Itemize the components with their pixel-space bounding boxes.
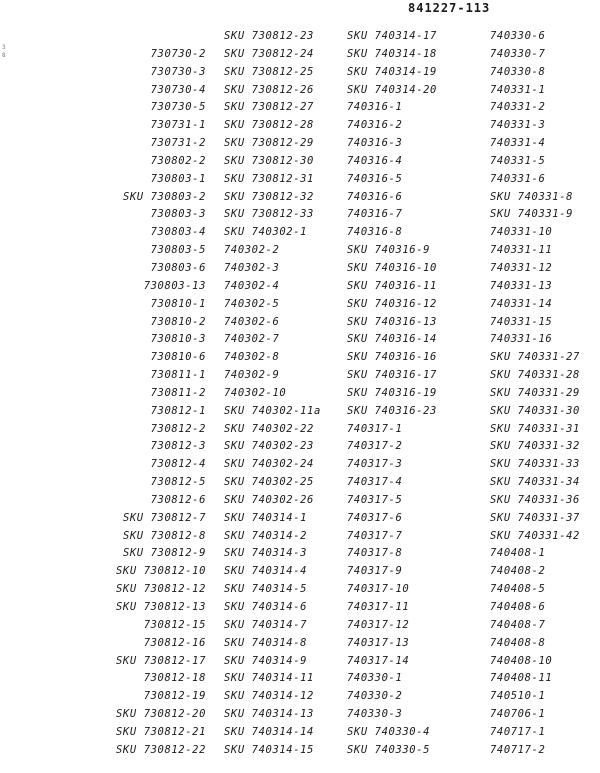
sku-column-1 xyxy=(98,28,226,760)
sku-entry: 740330-7 xyxy=(490,47,546,60)
sku-entry: 740330-1 xyxy=(347,672,403,685)
sku-entry: 740317-11 xyxy=(347,601,410,613)
sku-entry: 730730-3 xyxy=(150,65,206,78)
sku-entry: 740317-3 xyxy=(347,458,403,471)
sku-entry: SKU 730812-17 xyxy=(116,654,206,667)
sku-entry: 740717-2 xyxy=(490,743,546,756)
sku-entry: 740316-1 xyxy=(347,101,403,114)
sku-entry: 730811-2 xyxy=(150,386,206,399)
sku-entry: SKU 740316-11 xyxy=(347,279,437,292)
sku-entry: 740302-3 xyxy=(224,261,280,274)
sku-entry: SKU 730812-10 xyxy=(116,565,206,578)
sku-entry: 730803-5 xyxy=(150,244,206,257)
sku-entry: 740408-1 xyxy=(490,547,546,560)
sku-entry: SKU 740331-32 xyxy=(490,440,580,453)
sku-entry: SKU 740331-42 xyxy=(490,529,580,542)
sku-entry: 740302-7 xyxy=(224,333,280,346)
sku-entry: 730810-3 xyxy=(150,333,206,346)
margin-mark: 8 xyxy=(2,52,6,59)
sku-entry: SKU 740302-11a xyxy=(224,404,321,417)
sku-entry: SKU 740302-26 xyxy=(224,493,314,506)
sku-entry: 740330-6 xyxy=(490,30,546,42)
sku-entry: SKU 730812-29 xyxy=(224,137,314,150)
sku-entry: 730812-6 xyxy=(150,493,206,506)
sku-entry: SKU 740314-1 xyxy=(224,511,308,524)
sku-entry: 730803-13 xyxy=(143,279,206,292)
sku-entry: 740717-1 xyxy=(490,725,546,738)
sku-entry: SKU 740314-3 xyxy=(224,547,308,560)
sku-entry: 740408-10 xyxy=(490,654,553,667)
sku-entry: SKU 740314-13 xyxy=(224,708,314,721)
sku-entry: 740317-5 xyxy=(347,493,403,506)
sku-entry: 730803-3 xyxy=(150,208,206,221)
sku-entry: SKU 730812-32 xyxy=(224,190,314,203)
sku-entry: SKU 740302-1 xyxy=(224,226,308,239)
sku-entry: SKU 730812-28 xyxy=(224,119,314,132)
sku-entry: 740331-13 xyxy=(490,279,553,292)
sku-entry: SKU 740314-18 xyxy=(347,47,437,60)
sku-entry: 740302-6 xyxy=(224,315,280,328)
sku-entry: SKU 740314-2 xyxy=(224,529,308,542)
sku-entry: 740316-5 xyxy=(347,172,403,185)
sku-entry: 740317-9 xyxy=(347,565,403,578)
sku-entry: 740330-2 xyxy=(347,690,403,703)
sku-entry: SKU 740316-16 xyxy=(347,351,437,364)
sku-entry: 740302-5 xyxy=(224,297,280,310)
sku-entry: SKU 740331-8 xyxy=(490,190,574,203)
sku-entry: 740330-3 xyxy=(347,708,403,721)
sku-entry: 740331-14 xyxy=(490,297,553,310)
sku-entry: SKU 730812-33 xyxy=(224,208,314,221)
sku-entry: SKU 740314-20 xyxy=(347,83,437,96)
sku-entry: 740408-6 xyxy=(490,601,546,613)
sku-entry: 740706-1 xyxy=(490,708,546,721)
sku-entry: 730810-1 xyxy=(150,297,206,310)
document-number: 841227-113 xyxy=(408,1,491,15)
sku-entry: SKU 740331-31 xyxy=(490,422,580,435)
sku-entry: SKU 730812-30 xyxy=(224,154,314,167)
sku-column-2 xyxy=(224,28,350,760)
sku-entry: 740331-12 xyxy=(490,261,553,274)
sku-entry: 740408-2 xyxy=(490,565,546,578)
sku-entry: SKU 740314-12 xyxy=(224,690,314,703)
sku-entry: 740317-13 xyxy=(347,636,410,649)
sku-entry: SKU 730803-2 xyxy=(122,190,206,203)
sku-entry: SKU 740316-13 xyxy=(347,315,437,328)
sku-entry: SKU 740316-19 xyxy=(347,386,437,399)
sku-column-3 xyxy=(347,28,475,760)
sku-entry: SKU 730812-22 xyxy=(116,743,206,756)
sku-entry: SKU 740314-4 xyxy=(224,565,308,578)
sku-entry: SKU 740302-23 xyxy=(224,440,314,453)
sku-entry: 740331-11 xyxy=(490,244,553,257)
sku-entry: 730731-2 xyxy=(150,137,206,150)
sku-entry: 730812-18 xyxy=(143,672,206,685)
sku-entry: 740331-10 xyxy=(490,226,553,239)
sku-entry: 740331-4 xyxy=(490,137,546,150)
sku-entry: 730803-1 xyxy=(150,172,206,185)
sku-entry: 740408-5 xyxy=(490,583,546,596)
sku-entry: 740317-8 xyxy=(347,547,403,560)
sku-entry: 740302-8 xyxy=(224,351,280,364)
sku-entry: 740316-7 xyxy=(347,208,403,221)
sku-entry: 730730-2 xyxy=(150,47,206,60)
sku-entry: SKU 740331-29 xyxy=(490,386,580,399)
sku-entry: SKU 740331-36 xyxy=(490,493,580,506)
sku-entry: 740331-1 xyxy=(490,83,546,96)
sku-entry: 740317-7 xyxy=(347,529,403,542)
sku-entry: SKU 730812-25 xyxy=(224,65,314,78)
sku-entry: SKU 740314-6 xyxy=(224,601,308,613)
sku-entry: SKU 740316-14 xyxy=(347,333,437,346)
sku-entry: SKU 740331-27 xyxy=(490,351,580,364)
sku-entry: SKU 740331-28 xyxy=(490,369,580,382)
sku-entry: SKU 740302-24 xyxy=(224,458,314,471)
sku-entry: SKU 740314-5 xyxy=(224,583,308,596)
sku-entry: SKU 740314-14 xyxy=(224,725,314,738)
sku-entry: SKU 740314-9 xyxy=(224,654,308,667)
sku-entry: 730812-15 xyxy=(143,618,206,631)
sku-entry: SKU 740302-22 xyxy=(224,422,314,435)
sku-entry: 740331-3 xyxy=(490,119,546,132)
sku-entry: SKU 730812-31 xyxy=(224,172,314,185)
sku-entry: 740317-10 xyxy=(347,583,410,596)
sku-entry: 740316-8 xyxy=(347,226,403,239)
sku-entry: 740317-1 xyxy=(347,422,403,435)
sku-entry: 740331-5 xyxy=(490,154,546,167)
sku-entry: SKU 740331-30 xyxy=(490,404,580,417)
sku-entry: SKU 740331-33 xyxy=(490,458,580,471)
sku-entry: 740317-14 xyxy=(347,654,410,667)
sku-entry: 730812-2 xyxy=(150,422,206,435)
sku-entry: SKU 740331-34 xyxy=(490,476,580,489)
sku-entry: SKU 730812-27 xyxy=(224,101,314,114)
sku-entry: SKU 730812-7 xyxy=(122,511,206,524)
sku-entry: SKU 740314-17 xyxy=(347,30,437,42)
sku-entry: SKU 740330-4 xyxy=(347,725,431,738)
sku-entry: 740316-6 xyxy=(347,190,403,203)
sku-entry: 730812-19 xyxy=(143,690,206,703)
sku-entry: 740408-7 xyxy=(490,618,546,631)
sku-entry: 740330-8 xyxy=(490,65,546,78)
sku-entry: 740317-4 xyxy=(347,476,403,489)
sku-entry: 730803-4 xyxy=(150,226,206,239)
sku-entry: 740317-6 xyxy=(347,511,403,524)
sku-entry: 730812-1 xyxy=(150,404,206,417)
sku-entry: SKU 740316-23 xyxy=(347,404,437,417)
sku-entry: 730810-6 xyxy=(150,351,206,364)
sku-entry: 740302-2 xyxy=(224,244,280,257)
sku-entry: 740408-8 xyxy=(490,636,546,649)
sku-entry: 740302-4 xyxy=(224,279,280,292)
sku-entry: 730802-2 xyxy=(150,154,206,167)
sku-entry: 730730-5 xyxy=(150,101,206,114)
sku-entry: 730811-1 xyxy=(150,369,206,382)
sku-entry: SKU 740314-8 xyxy=(224,636,308,649)
sku-entry: SKU 730812-12 xyxy=(116,583,206,596)
sku-entry: SKU 730812-21 xyxy=(116,725,206,738)
sku-entry: 730812-16 xyxy=(143,636,206,649)
sku-entry: 740317-12 xyxy=(347,618,410,631)
sku-entry: 730730-4 xyxy=(150,83,206,96)
sku-entry: SKU 730812-13 xyxy=(116,601,206,613)
sku-entry: SKU 730812-23 xyxy=(224,30,314,42)
sku-entry: 740316-4 xyxy=(347,154,403,167)
sku-entry: SKU 730812-8 xyxy=(122,529,206,542)
sku-entry: 740331-15 xyxy=(490,315,553,328)
sku-entry: 740331-16 xyxy=(490,333,553,346)
sku-entry: 730810-2 xyxy=(150,315,206,328)
sku-entry: SKU 740316-10 xyxy=(347,261,437,274)
sku-entry: 740302-9 xyxy=(224,369,280,382)
sku-entry: SKU 740314-15 xyxy=(224,743,314,756)
sku-entry: SKU 730812-9 xyxy=(122,547,206,560)
sku-entry: 740302-10 xyxy=(224,386,287,399)
margin-mark: 3 xyxy=(2,44,6,51)
sku-entry xyxy=(98,28,226,46)
sku-entry: SKU 730812-26 xyxy=(224,83,314,96)
sku-entry: 730812-3 xyxy=(150,440,206,453)
sku-entry: SKU 740314-7 xyxy=(224,618,308,631)
margin-marks xyxy=(2,44,6,60)
sku-entry: SKU 740314-11 xyxy=(224,672,314,685)
sku-entry: 730731-1 xyxy=(150,119,206,132)
sku-entry: SKU 740331-9 xyxy=(490,208,574,221)
sku-entry: 740316-3 xyxy=(347,137,403,150)
sku-entry: 730812-5 xyxy=(150,476,206,489)
sku-entry: 740317-2 xyxy=(347,440,403,453)
sku-entry: 740408-11 xyxy=(490,672,553,685)
sku-entry: SKU 740330-5 xyxy=(347,743,431,756)
sku-entry: SKU 740316-17 xyxy=(347,369,437,382)
sku-entry: 730803-6 xyxy=(150,261,206,274)
sku-entry: SKU 730812-20 xyxy=(116,708,206,721)
sku-entry: 740510-1 xyxy=(490,690,546,703)
sku-entry: SKU 740316-12 xyxy=(347,297,437,310)
sku-entry: 730812-4 xyxy=(150,458,206,471)
sku-column-4 xyxy=(470,28,598,760)
sku-entry: 740316-2 xyxy=(347,119,403,132)
sku-entry: 740331-6 xyxy=(490,172,546,185)
sku-entry: SKU 730812-24 xyxy=(224,47,314,60)
sku-entry: SKU 740314-19 xyxy=(347,65,437,78)
sku-entry: 740331-2 xyxy=(490,101,546,114)
sku-entry: SKU 740331-37 xyxy=(490,511,580,524)
sku-entry: SKU 740302-25 xyxy=(224,476,314,489)
sku-entry: SKU 740316-9 xyxy=(347,244,431,257)
